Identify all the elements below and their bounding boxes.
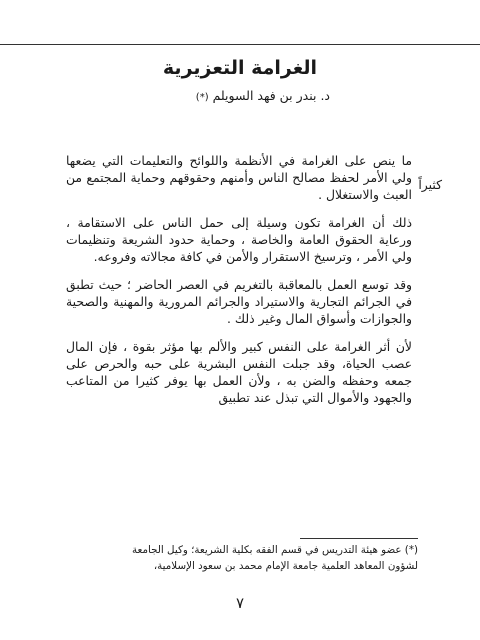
author-name: د. بندر بن فهد السويلم: [212, 88, 330, 103]
footnote-marker: (*): [195, 92, 209, 103]
footnote-rule: [300, 538, 418, 539]
author-line: [90, 88, 330, 103]
footnote-line-2: لشؤون المعاهد العلمية جامعة الإمام محمد بن سعود الإسلامية،: [153, 560, 418, 572]
footnote-line-1: (*) عضو هيئة التدريس في قسم الفقه بكلية الشريعة؛ وكيل الجامعة: [132, 544, 418, 556]
paragraph-3: وقد توسع العمل بالمعاقبة بالتغريم في العصر الحاضر ؛ حيث تطبق في الجرائم التجارية والاستيراد والجرائم المرورية والمهنية والصحية والجوازات وأسواق المال وغير ذلك .: [66, 277, 412, 326]
paragraph-1: ما ينص على الغرامة في الأنظمة واللوائح والتعليمات التي يضعها ولي الأمر لحفظ مصالح الناس وأمنهم وحقوقهم وحماية المجتمع من العبث والاستغلال .: [66, 153, 412, 202]
top-rule: [0, 44, 480, 45]
margin-word: كثيراً: [418, 177, 442, 192]
page-title: الغرامة التعزيرية: [162, 57, 318, 79]
body-text: [66, 152, 412, 417]
page-number: ٧: [235, 594, 245, 612]
paragraph-2: ذلك أن الغرامة تكون وسيلة إلى حمل الناس على الاستقامة ، ورعاية الحقوق العامة والخاصة ، وحماية حدود الشريعة وتنظيمات ولي الأمر ، وترسيخ الاستقرار والأمن في كافة مجالاته وفروعه.: [66, 215, 412, 264]
paragraph-4: لأن أثر الغرامة على النفس كبير والألم بها مؤثر بقوة ، فإن المال عصب الحياة، وقد جبلت النفس البشرية على حبه والحرص على جمعه وحفظه والضن به ، ولأن العمل بها يوفر كثيرا من المتاعب والجهود والأموال التي تبذل عند تطبيق: [66, 339, 412, 405]
footnote: [66, 542, 418, 574]
